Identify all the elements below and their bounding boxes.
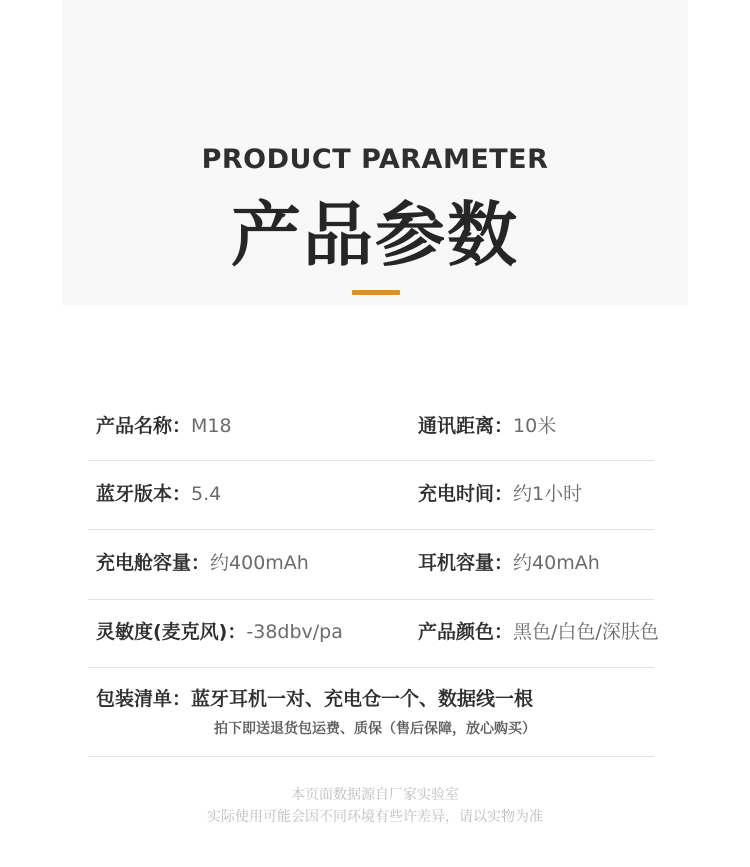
row-divider: [88, 529, 654, 530]
param-value: 10米: [513, 415, 557, 437]
row-divider: [88, 460, 654, 461]
param-label: 蓝牙版本：: [96, 483, 192, 505]
param-value: 约1小时: [513, 483, 583, 505]
param-value: M18: [191, 415, 232, 437]
row-divider: [88, 667, 654, 668]
chinese-title: 产品参数: [231, 194, 519, 276]
row-divider: [88, 756, 654, 757]
param-label: 产品名称：: [96, 415, 192, 437]
package-cell: [96, 690, 533, 709]
param-label: 灵敏度(麦克风)：: [96, 621, 247, 643]
param-cell: [96, 417, 232, 436]
param-value: 约400mAh: [210, 552, 309, 574]
param-value: 5.4: [191, 483, 222, 505]
footer-disclaimer-line2: 实际使用可能会因不同环境有些许差异，请以实物为准: [207, 809, 543, 825]
param-cell: [418, 623, 659, 642]
package-value: 蓝牙耳机一对、充电仓一个、数据线一根: [191, 688, 534, 710]
package-note: 拍下即送退货包运费、质保（售后保障，放心购买）: [214, 721, 536, 737]
param-cell: [418, 485, 582, 504]
param-label: 耳机容量：: [418, 552, 514, 574]
param-cell: [418, 417, 556, 436]
param-cell: [96, 623, 343, 642]
param-label: 充电时间：: [418, 483, 514, 505]
param-label: 充电舱容量：: [96, 552, 211, 574]
row-divider: [88, 599, 654, 600]
param-cell: [96, 485, 221, 504]
param-value: 约40mAh: [513, 552, 600, 574]
param-value: -38dbv/pa: [246, 621, 343, 643]
title-accent-bar: [352, 290, 400, 295]
footer-disclaimer-line1: 本页面数据源自厂家实验室: [291, 787, 459, 803]
param-cell: [418, 554, 600, 573]
param-value: 黑色/白色/深肤色: [513, 621, 659, 643]
param-label: 产品颜色：: [418, 621, 514, 643]
package-label: 包装清单：: [96, 688, 192, 710]
param-cell: [96, 554, 309, 573]
param-label: 通讯距离：: [418, 415, 514, 437]
english-title: PRODUCT PARAMETER: [201, 144, 549, 175]
